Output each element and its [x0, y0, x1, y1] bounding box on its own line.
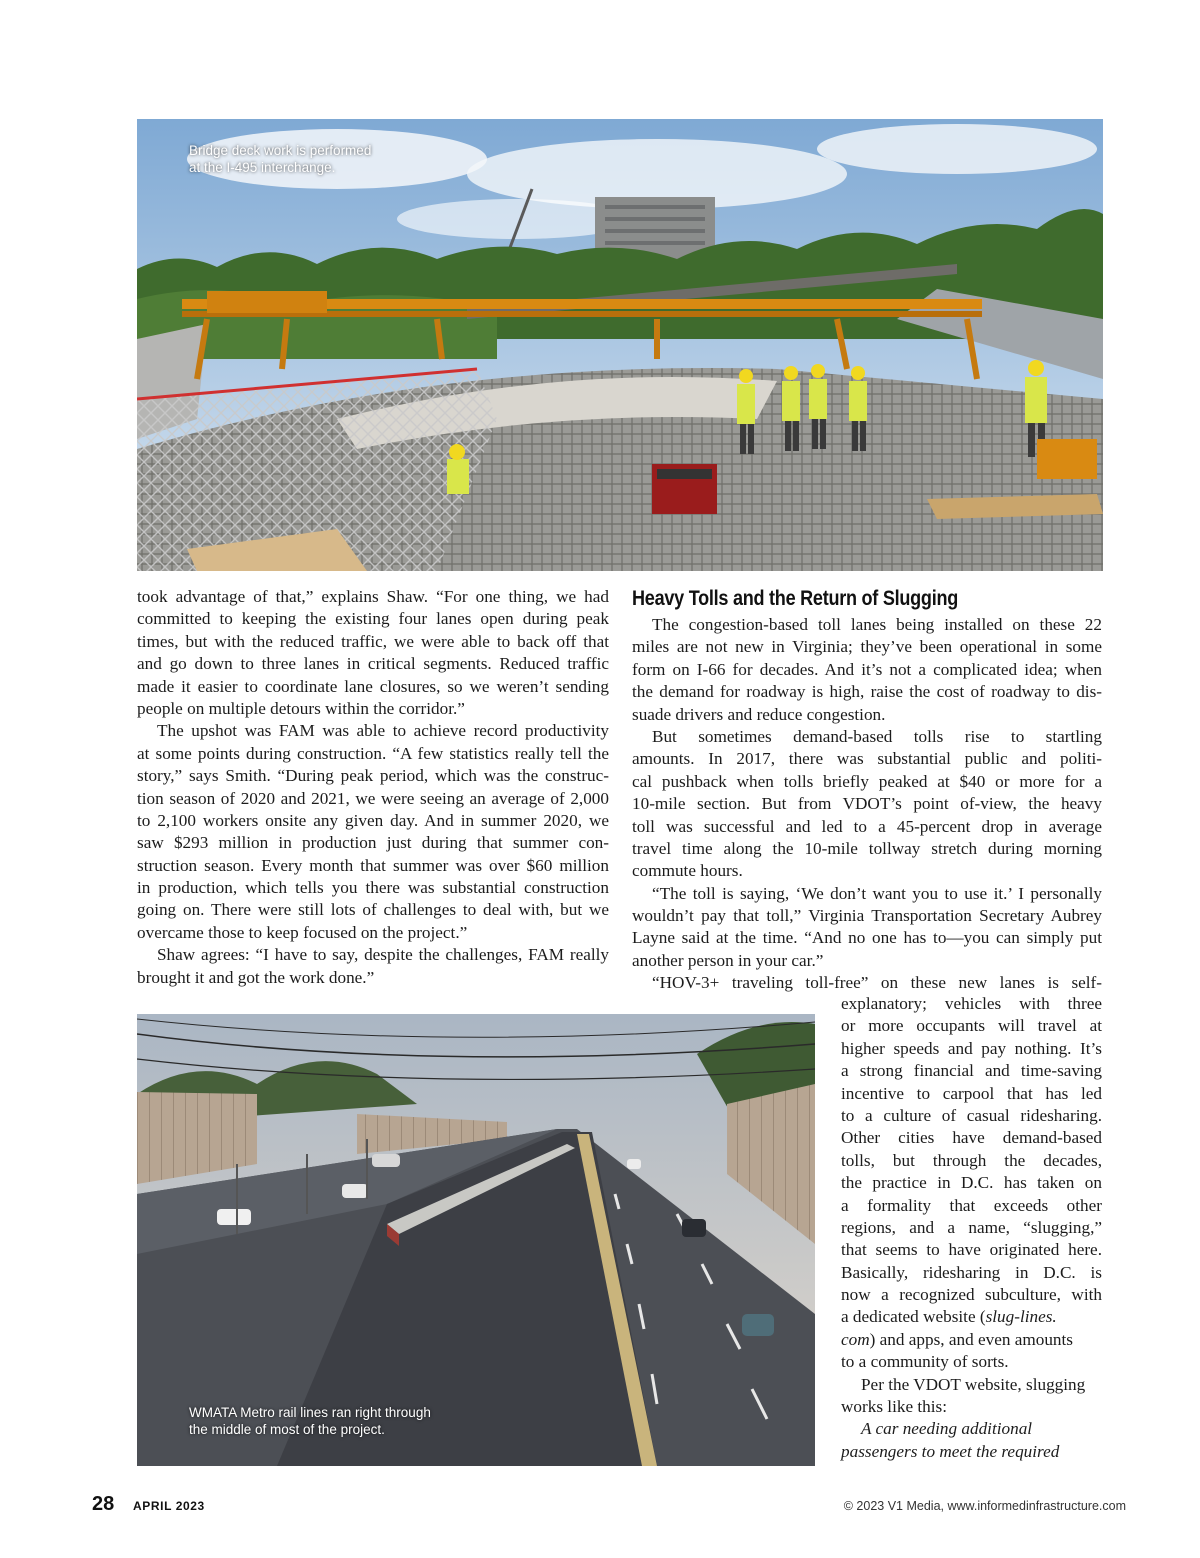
caption-line: the middle of most of the project.: [189, 1422, 385, 1437]
text-line: made it easier to coordinate lane closures, so we weren’t sending: [137, 676, 609, 696]
text-line: travel time along the 10-mile tollway stretch during morning: [632, 838, 1102, 858]
text-line: overcame those to keep focused on the project.”: [137, 922, 468, 942]
text-line: tion season of 2020 and 2021, we were seeing an average of 2,000: [137, 788, 609, 808]
text-line: The congestion-based toll lanes being installed on these 22: [652, 615, 1102, 634]
text-line: another person in your car.”: [632, 950, 824, 970]
text-line: to a community of sorts.: [841, 1352, 1009, 1372]
text-line: works like this:: [841, 1397, 947, 1417]
text-line: suade drivers and reduce congestion.: [632, 704, 886, 724]
text-line: Layne said at the time. “And no one has to—you can simply put: [632, 928, 1102, 948]
text-line: the demand for roadway is high, raise the cost of roadway to dis-: [632, 682, 1102, 702]
text-line: that seems to have originated here.: [841, 1240, 1102, 1260]
text-line: 10-mile section. But from VDOT’s point of-view, the heavy: [632, 794, 1102, 814]
highway-illustration: [137, 1014, 815, 1466]
text-line: [841, 1306, 1102, 1328]
text-fragment: ) and apps, and even amounts: [869, 1329, 1073, 1349]
text-line: [841, 1418, 1102, 1440]
text-line: form on I-66 for decades. And it’s not a complicated idea; when: [632, 659, 1102, 679]
text-line: or more occupants will travel at: [841, 1016, 1102, 1036]
text-line: “The toll is saying, ‘We don’t want you to use it.’ I personally: [652, 883, 1102, 903]
text-line: struction season. Every month that summer was over $60 million: [137, 855, 609, 875]
text-line: people on multiple detours within the corridor.”: [137, 698, 465, 718]
text-line: regions, and a name, “slugging,”: [841, 1217, 1102, 1237]
text-line: committed to keeping the existing four lanes open during peak: [137, 609, 609, 629]
text-line: and go down to three lanes in critical segments. Reduced traffic: [137, 654, 609, 674]
text-line: miles are not new in Virginia; they’ve been operational in some: [632, 637, 1102, 657]
text-line: wouldn’t pay that toll,” Virginia Transportation Secretary Aubrey: [632, 906, 1102, 926]
copyright-notice: © 2023 V1 Media, www.informedinfrastructure.com: [843, 1499, 1126, 1513]
text-line: at some points during construction. “A few statistics really tell the: [137, 743, 609, 763]
text-line: Other cities have demand-based: [841, 1128, 1102, 1148]
text-line: [841, 1329, 1102, 1351]
bridge-deck-photo: [137, 119, 1103, 571]
text-line: a strong financial and time-saving: [841, 1061, 1102, 1081]
text-line: toll was successful and led to a 45-percent drop in average: [632, 816, 1102, 836]
text-line: took advantage of that,” explains Shaw. “For one thing, we had: [137, 587, 609, 606]
text-line: in production, which tells you there was substantial construction: [137, 878, 609, 898]
text-line: now a recognized subculture, with: [841, 1285, 1102, 1305]
caption-line: Bridge deck work is performed: [189, 143, 372, 158]
text-line: to a culture of casual ridesharing.: [841, 1105, 1102, 1125]
bridge-photo-caption: [189, 142, 371, 176]
text-line: the practice in D.C. has taken on: [841, 1173, 1102, 1193]
text-line: incentive to carpool that has led: [841, 1083, 1102, 1103]
quoted-text: A car needing additional: [861, 1419, 1033, 1439]
section-heading: Heavy Tolls and the Return of Slugging: [632, 587, 959, 610]
text-line: brought it and got the work done.”: [137, 967, 375, 987]
text-line: to 2,100 workers onsite any given day. And in summer 2020, we: [137, 810, 609, 830]
text-line: [841, 1441, 1102, 1463]
page-number: 28: [92, 1493, 115, 1515]
issue-date: APRIL 2023: [133, 1499, 205, 1513]
text-line: The upshot was FAM was able to achieve record productivity: [157, 721, 609, 741]
text-line: saw $293 million in production just during that summer con-: [137, 833, 609, 853]
text-line: going on. There were still lots of challenges to deal with, but we: [137, 900, 609, 920]
text-line: amounts. In 2017, there was substantial public and politi-: [632, 749, 1102, 769]
text-line: story,” says Smith. “During peak period, which was the construc-: [137, 766, 609, 786]
text-line: Basically, ridesharing in D.C. is: [841, 1262, 1102, 1282]
text-line: tolls, but through the decades,: [841, 1150, 1102, 1170]
text-line: commute hours.: [632, 861, 743, 881]
caption-line: at the I-495 interchange.: [189, 160, 336, 175]
quoted-text: passengers to meet the required: [841, 1441, 1060, 1461]
text-line: Shaw agrees: “I have to say, despite the challenges, FAM really: [157, 945, 609, 965]
website-link-text: com: [841, 1329, 870, 1349]
highway-metro-photo: [137, 1014, 815, 1466]
text-line: higher speeds and pay nothing. It’s: [841, 1038, 1102, 1058]
text-line: “HOV-3+ traveling toll-free” on these new lanes is self-: [652, 973, 1102, 993]
text-fragment: a dedicated website (: [841, 1307, 986, 1327]
website-link-text: slug-lines.: [985, 1307, 1057, 1327]
article-wrap-column: [841, 993, 1102, 1463]
article-right-column: [632, 614, 1102, 995]
caption-line: WMATA Metro rail lines ran right through: [189, 1405, 431, 1420]
highway-photo-caption: [189, 1404, 431, 1438]
text-line: But sometimes demand-based tolls rise to startling: [652, 726, 1102, 746]
text-line: a formality that exceeds other: [841, 1195, 1102, 1215]
text-line: times, but with the reduced traffic, we were able to back off that: [137, 631, 609, 651]
text-line: explanatory; vehicles with three: [841, 994, 1102, 1013]
text-line: cal pushback when tolls briefly peaked at $40 or more for a: [632, 771, 1102, 791]
bridge-deck-illustration: [137, 119, 1103, 571]
article-left-column: [137, 586, 609, 989]
text-line: Per the VDOT website, slugging: [861, 1374, 1086, 1394]
